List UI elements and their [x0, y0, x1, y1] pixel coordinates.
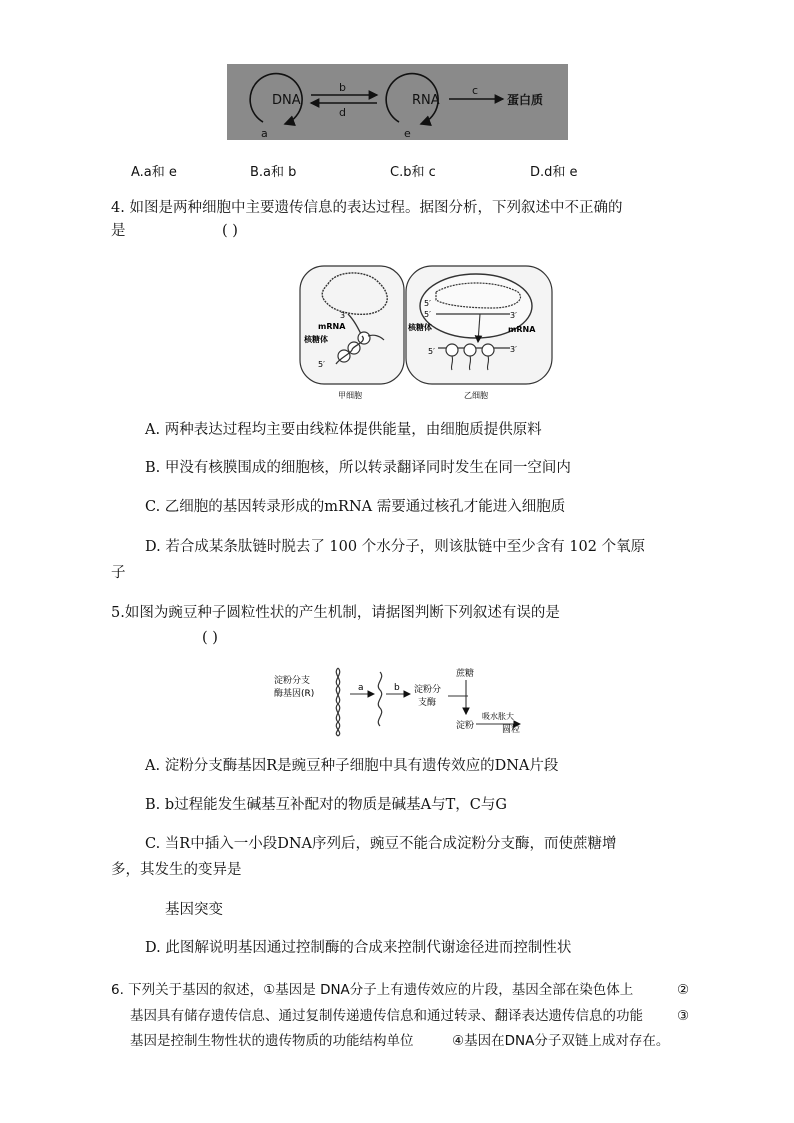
node-dna: DNA: [272, 93, 301, 108]
cell-yi-mrna-label: mRNA: [508, 325, 536, 334]
q6-line3b: ④基因在DNA分子双链上成对存在。: [452, 1033, 670, 1049]
cell-jia-outline: [300, 266, 404, 384]
enzyme-label-line1: 淀粉分: [414, 685, 442, 695]
q3-option-b: B.a和 b: [250, 165, 297, 180]
q4-option-d-line2: 子: [111, 565, 126, 581]
q5-option-c-line3: 基因突变: [165, 902, 223, 918]
starch-mechanism-figure: [272, 662, 532, 738]
cell-yi-5prime-mid: 5′: [424, 310, 431, 319]
ribosome-icon: [482, 344, 494, 356]
node-protein: 蛋白质: [507, 93, 544, 107]
q5-answer-blank: ( ): [202, 630, 218, 646]
label-e: e: [404, 127, 411, 140]
cell-jia-ribosome-label: 核糖体: [304, 335, 328, 344]
ribosome-icon: [446, 344, 458, 356]
starch-label: 淀粉: [456, 721, 475, 731]
mrna-strand-icon: [378, 672, 381, 726]
q3-option-a: A.a和 e: [131, 165, 177, 180]
q4-option-c: C. 乙细胞的基因转录形成的mRNA 需要通过核孔才能进入细胞质: [145, 499, 566, 515]
label-c: c: [472, 84, 479, 97]
q5-stem: 5.如图为豌豆种子圆粒性状的产生机制，请据图判断下列叙述有误的是: [111, 605, 560, 621]
cell-yi-ribosome-label: 核糖体: [408, 323, 432, 332]
cells-figure: [296, 262, 556, 404]
q4-option-d-line1: D. 若合成某条肽链时脱去了 100 个水分子，则该肽链中至少含有 102 个氧原: [145, 539, 646, 555]
gene-label-line2: 酶基因(R): [274, 689, 315, 699]
q4-option-a: A. 两种表达过程均主要由线粒体提供能量，由细胞质提供原料: [145, 422, 542, 438]
step-b-label: b: [394, 683, 400, 693]
q4-option-b: B. 甲没有核膜围成的细胞核，所以转录翻译同时发生在同一空间内: [145, 460, 571, 476]
q3-option-c: C.b和 c: [390, 165, 436, 180]
cell-jia-label: 甲细胞: [338, 391, 362, 400]
gene-label-line1: 淀粉分支: [274, 676, 311, 686]
ribosome-icon: [358, 332, 370, 344]
central-dogma-figure: [227, 64, 568, 140]
round-seed-label: 圆粒: [502, 725, 521, 735]
q4-stem-line2: 是: [111, 223, 126, 239]
ribosome-icon: [464, 344, 476, 356]
cell-yi-5prime: 5′: [428, 347, 435, 356]
q4-stem-line1: 4. 如图是两种细胞中主要遗传信息的表达过程。据图分析，下列叙述中不正确的: [111, 200, 623, 216]
cell-yi-3prime-top: 3′: [510, 311, 517, 320]
q4-answer-blank: ( ): [222, 223, 238, 239]
node-rna: RNA: [412, 93, 440, 108]
q5-option-d: D. 此图解说明基因通过控制酶的合成来控制代谢途径进而控制性状: [145, 940, 572, 956]
q6-line3a: 基因是控制生物性状的遗传物质的功能结构单位: [130, 1033, 414, 1049]
label-b: b: [339, 81, 346, 94]
cell-jia-mrna-label: mRNA: [318, 322, 346, 331]
q6-mark3: ③: [677, 1008, 690, 1024]
cell-jia-3prime: 3′: [340, 311, 347, 320]
enzyme-label-line2: 支酶: [418, 698, 437, 708]
q5-option-c-line2: 多，其发生的变异是: [111, 862, 242, 878]
q6-mark2: ②: [677, 982, 690, 998]
q5-option-b: B. b过程能发生碱基互补配对的物质是碱基A与T，C与G: [145, 797, 507, 813]
q5-option-c-line1: C. 当R中插入一小段DNA序列后，豌豆不能合成淀粉分支酶，而使蔗糖增: [145, 836, 617, 852]
label-d: d: [339, 106, 346, 119]
cell-yi-label: 乙细胞: [464, 391, 488, 400]
q6-line2: 基因具有储存遗传信息、通过复制传递遗传信息和通过转录、翻译表达遗传信息的功能: [130, 1008, 643, 1024]
cell-yi-5prime-top: 5′: [424, 299, 431, 308]
q3-option-d: D.d和 e: [530, 165, 578, 180]
cell-jia-5prime: 5′: [318, 360, 325, 369]
absorb-label: 吸水胀大: [482, 712, 514, 721]
sucrose-label: 蔗糖: [456, 669, 475, 679]
q5-option-a: A. 淀粉分支酶基因R是豌豆种子细胞中具有遗传效应的DNA片段: [145, 758, 559, 774]
step-a-label: a: [358, 683, 364, 693]
q6-line1: 6. 下列关于基因的叙述，①基因是 DNA分子上有遗传效应的片段，基因全部在染色体上: [111, 982, 634, 998]
label-a: a: [261, 127, 268, 140]
cell-yi-3prime: 3′: [510, 345, 517, 354]
